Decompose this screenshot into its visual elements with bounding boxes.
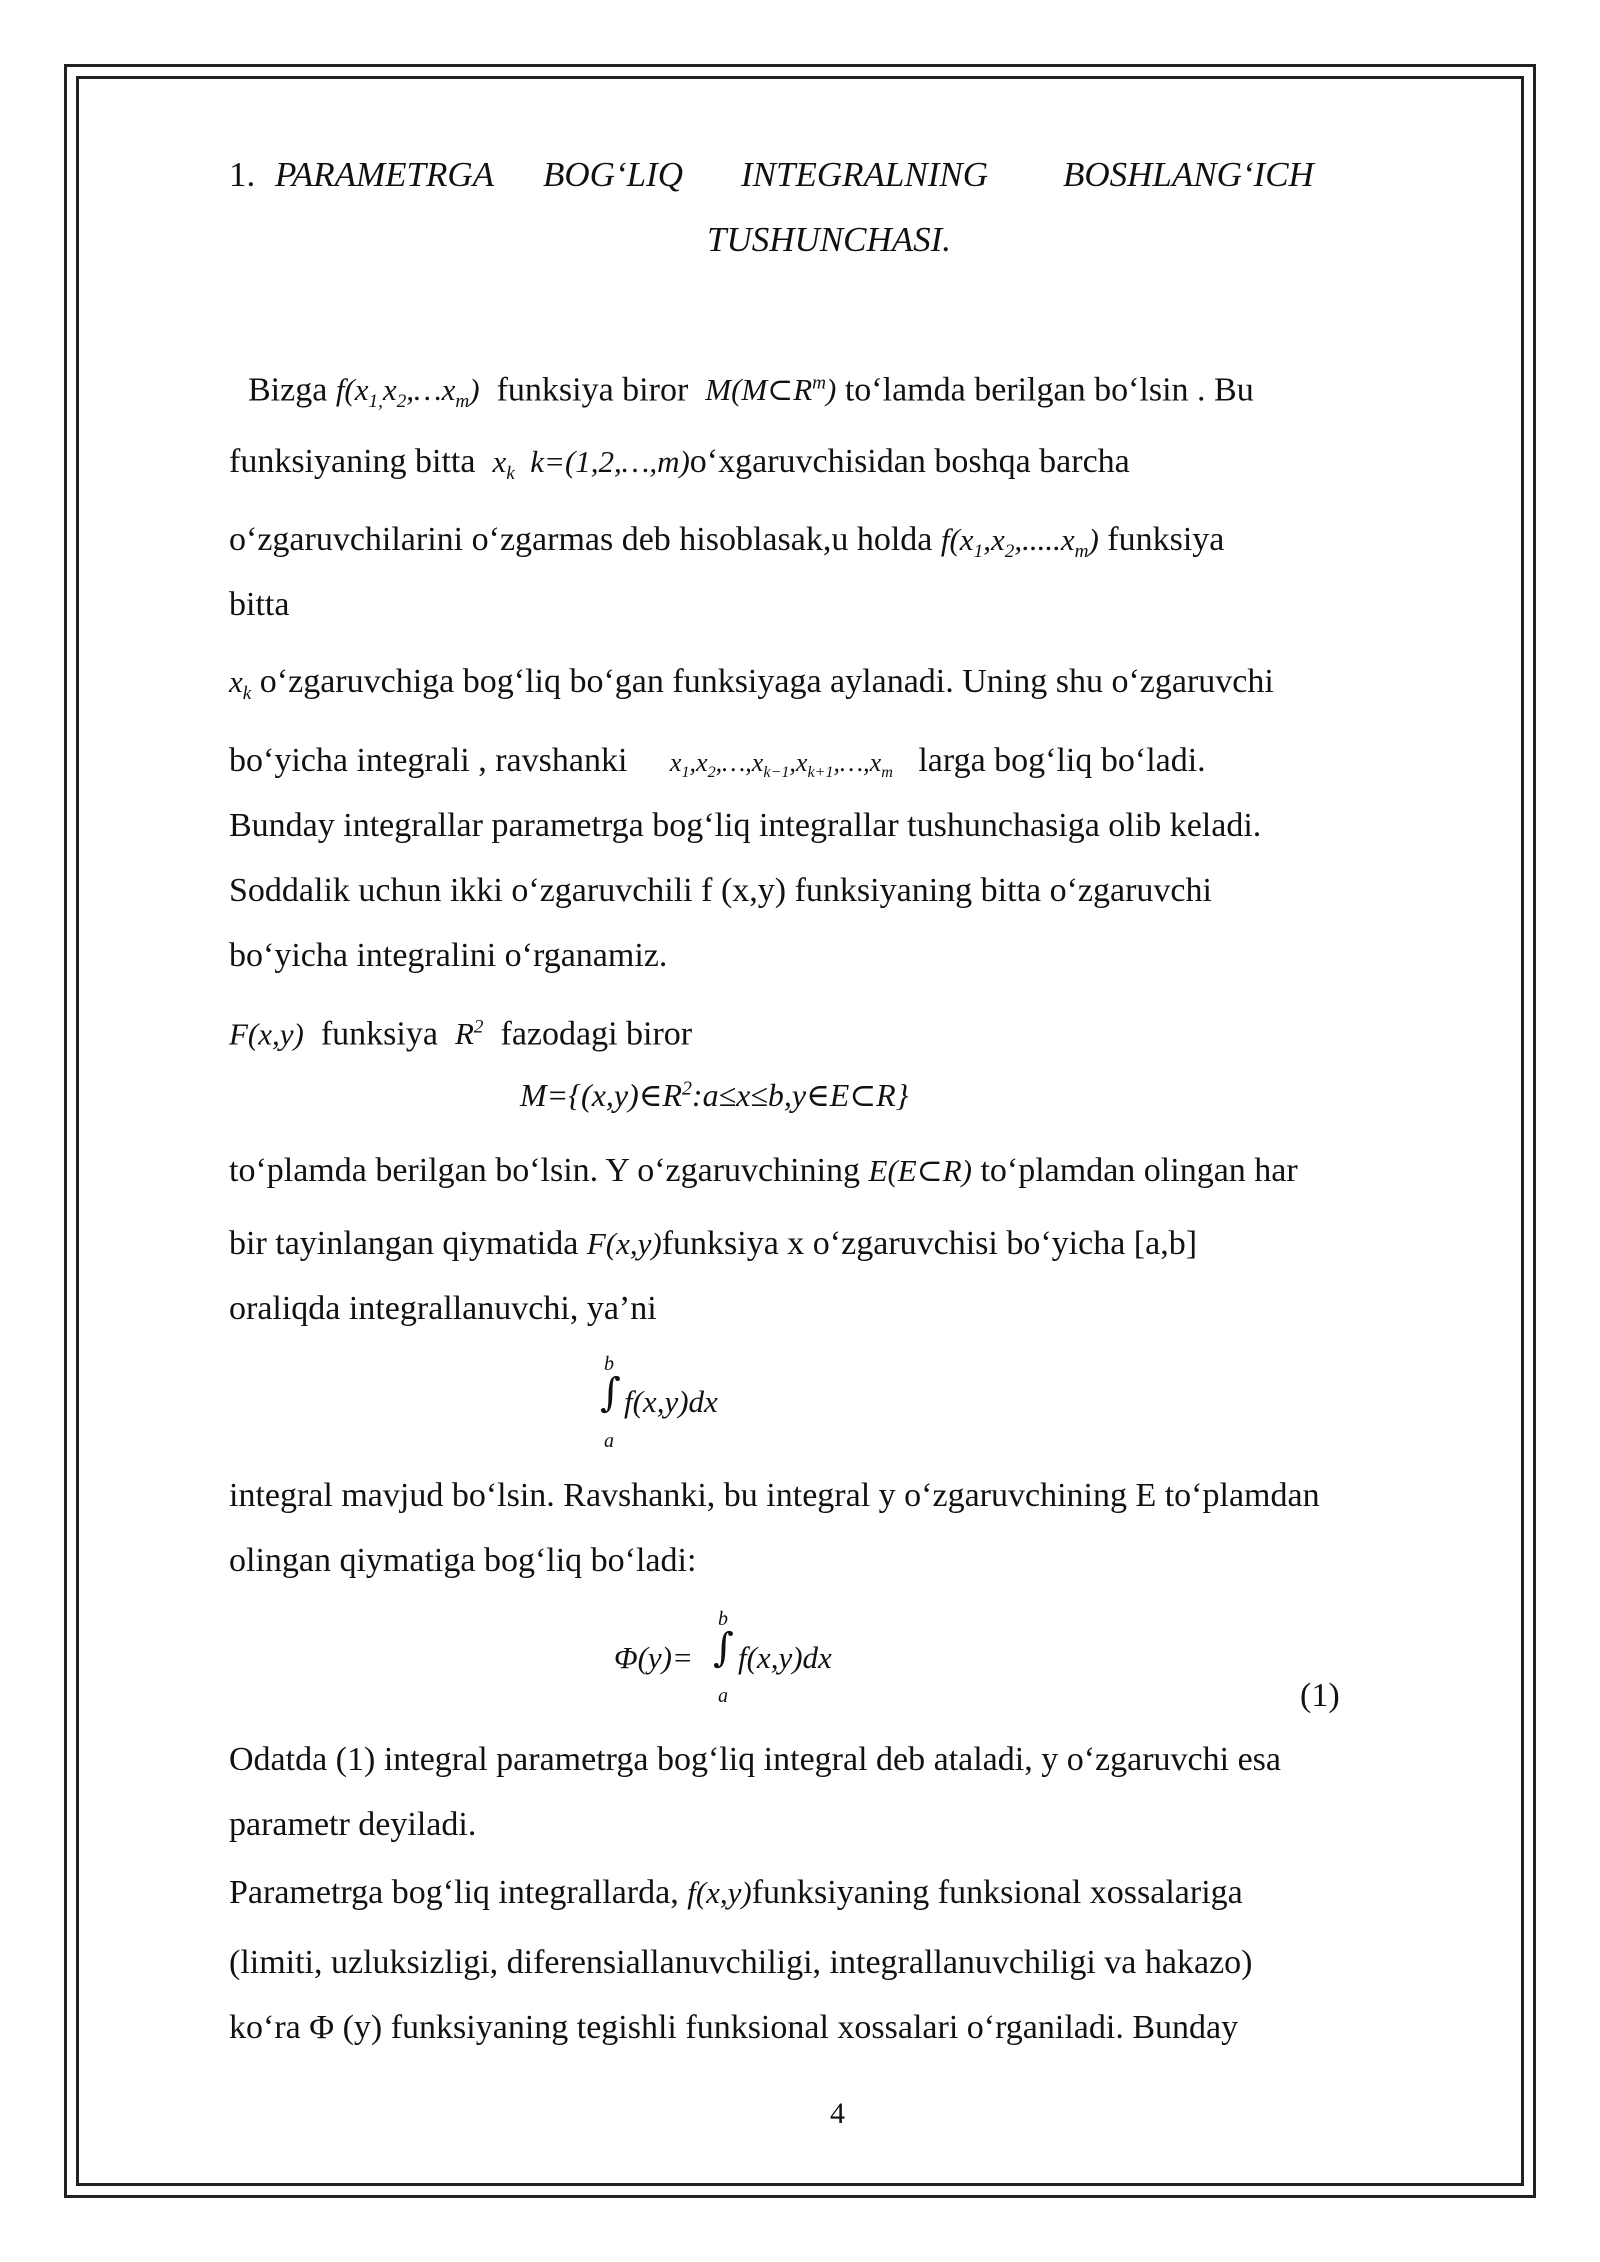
upper-limit: b	[604, 1353, 614, 1375]
text: bir tayinlangan qiymatida	[229, 1225, 579, 1262]
text: o‘xgaruvchisidan boshqa barcha	[689, 443, 1130, 480]
math-f-x1-x2-xm: $f(x_1,x_2,.....x_m)$	[940, 522, 1099, 563]
p2-line-5: integral mavjud bo‘lsin. Ravshanki, bu integral y o‘zgaruvchining E to‘plamdan	[229, 1477, 1320, 1514]
text: bo‘yicha integrali , ravshanki	[229, 742, 628, 779]
heading-word-4: BOSHLANG‘ICH	[1063, 155, 1314, 194]
math-R2: $R^2$	[454, 1016, 484, 1052]
text: funksiyaning bitta	[229, 443, 476, 480]
p1-line-7: Bunday integrallar parametrga bog‘liq integrallar tushunchasiga olib keladi.	[229, 807, 1262, 844]
heading-line-2: TUSHUNCHASI.	[707, 220, 952, 259]
math-f-x1-xm: $f(x_{1,}x_2,\dots x_m)$	[335, 372, 480, 413]
text: funksiyaning funksional xossalariga	[751, 1874, 1243, 1911]
page-number: 4	[830, 2097, 845, 2130]
math-E-subset-R: E(E⊂R)	[868, 1153, 972, 1188]
math-xk-k-range: $x_k$ k=(1,2,…,m)	[492, 444, 690, 485]
text: larga bog‘liq bo‘ladi.	[918, 742, 1206, 779]
p1-line-6	[229, 741, 1206, 793]
text: o‘zgaruvchiga bog‘liq bo‘gan funksiyaga aylanadi. Uning shu o‘zgaruvchi	[259, 663, 1274, 700]
integrand: f(x,y)dx	[738, 1640, 832, 1675]
heading-word-2: BOG‘LIQ	[543, 155, 683, 194]
text: Parametrga bog‘liq integrallarda,	[229, 1874, 679, 1911]
p1-line-5	[229, 662, 1274, 714]
text: to‘lamda berilgan bo‘lsin . Bu	[844, 371, 1254, 409]
math-f-x-y: f(x,y)	[687, 1875, 752, 1910]
text: funksiya	[1107, 521, 1225, 558]
math-set-M-definition: $M=\{(x,y)\in R^2:a\le x\le b,y\in E\subset R\}$	[520, 1077, 909, 1113]
p4-line-3: ko‘ra Φ (y) funksiyaning tegishli funksional xossalari o‘rganiladi. Bunday	[229, 2009, 1239, 2046]
p3-line-2: parametr deyiladi.	[229, 1806, 477, 1843]
p2-line-2	[229, 1151, 1298, 1191]
math-x1-to-xm-list: $x_1,x_2,\dots,x_{k-1},x_{k+1},\dots,x_m$	[669, 748, 893, 782]
p1-line-2	[229, 442, 1130, 494]
p1-line-8: Soddalik uchun ikki o‘zgaruvchili f (x,y) funksiyaning bitta o‘zgaruvchi	[229, 872, 1212, 909]
lower-limit: a	[718, 1685, 728, 1707]
upper-limit: b	[718, 1608, 728, 1630]
p2-line-1	[229, 1008, 692, 1054]
math-F-x-y: F(x,y)	[229, 1016, 304, 1052]
math-xk: $x_k$	[229, 664, 252, 705]
integral-sign: ∫	[713, 1625, 734, 1671]
p3-line-1: Odatda (1) integral parametrga bog‘liq integral deb ataladi, y o‘zgaruvchi esa	[229, 1741, 1281, 1778]
text: to‘plamdan olingan har	[980, 1152, 1298, 1189]
heading-word-3: INTEGRALNING	[741, 155, 988, 194]
p2-line-3	[229, 1224, 1197, 1264]
p1-line-1	[248, 364, 1254, 423]
equation-number: (1)	[1300, 1677, 1340, 1714]
text: to‘plamda berilgan bo‘lsin. Y o‘zgaruvchining	[229, 1152, 861, 1189]
text: funksiya x o‘zgaruvchisi bo‘yicha [a,b]	[661, 1225, 1198, 1262]
phi-lhs: Φ(y)=	[614, 1640, 693, 1675]
p4-line-2: (limiti, uzluksizligi, diferensiallanuvchiligi, integrallanuvchiligi va hakazo)	[229, 1944, 1253, 1981]
text: fazodagi biror	[500, 1015, 693, 1053]
p4-line-1	[229, 1873, 1243, 1913]
math-M-subset-Rm: $M(M\subset R^m)$	[705, 372, 837, 408]
math-F-x-y-2: F(x,y)	[586, 1226, 662, 1261]
p2-line-4: oraliqda integrallanuvchi, ya’ni	[229, 1290, 657, 1327]
text: funksiya biror	[496, 371, 689, 409]
p1-line-3	[229, 520, 1224, 572]
heading-number: 1.	[229, 155, 256, 194]
text: o‘zgaruvchilarini o‘zgarmas deb hisoblasak,u holda	[229, 521, 933, 558]
text: Bizga	[248, 371, 328, 409]
p2-line-6: olingan qiymatiga bog‘liq bo‘ladi:	[229, 1542, 697, 1579]
lower-limit: a	[604, 1430, 614, 1452]
text: funksiya	[320, 1015, 438, 1053]
p1-line-4: bitta	[229, 586, 290, 623]
p1-line-9: bo‘yicha integralini o‘rganamiz.	[229, 937, 668, 974]
integral-sign: ∫	[600, 1370, 621, 1416]
heading-word-1: PARAMETRGA	[275, 155, 495, 194]
integrand: f(x,y)dx	[624, 1384, 718, 1419]
